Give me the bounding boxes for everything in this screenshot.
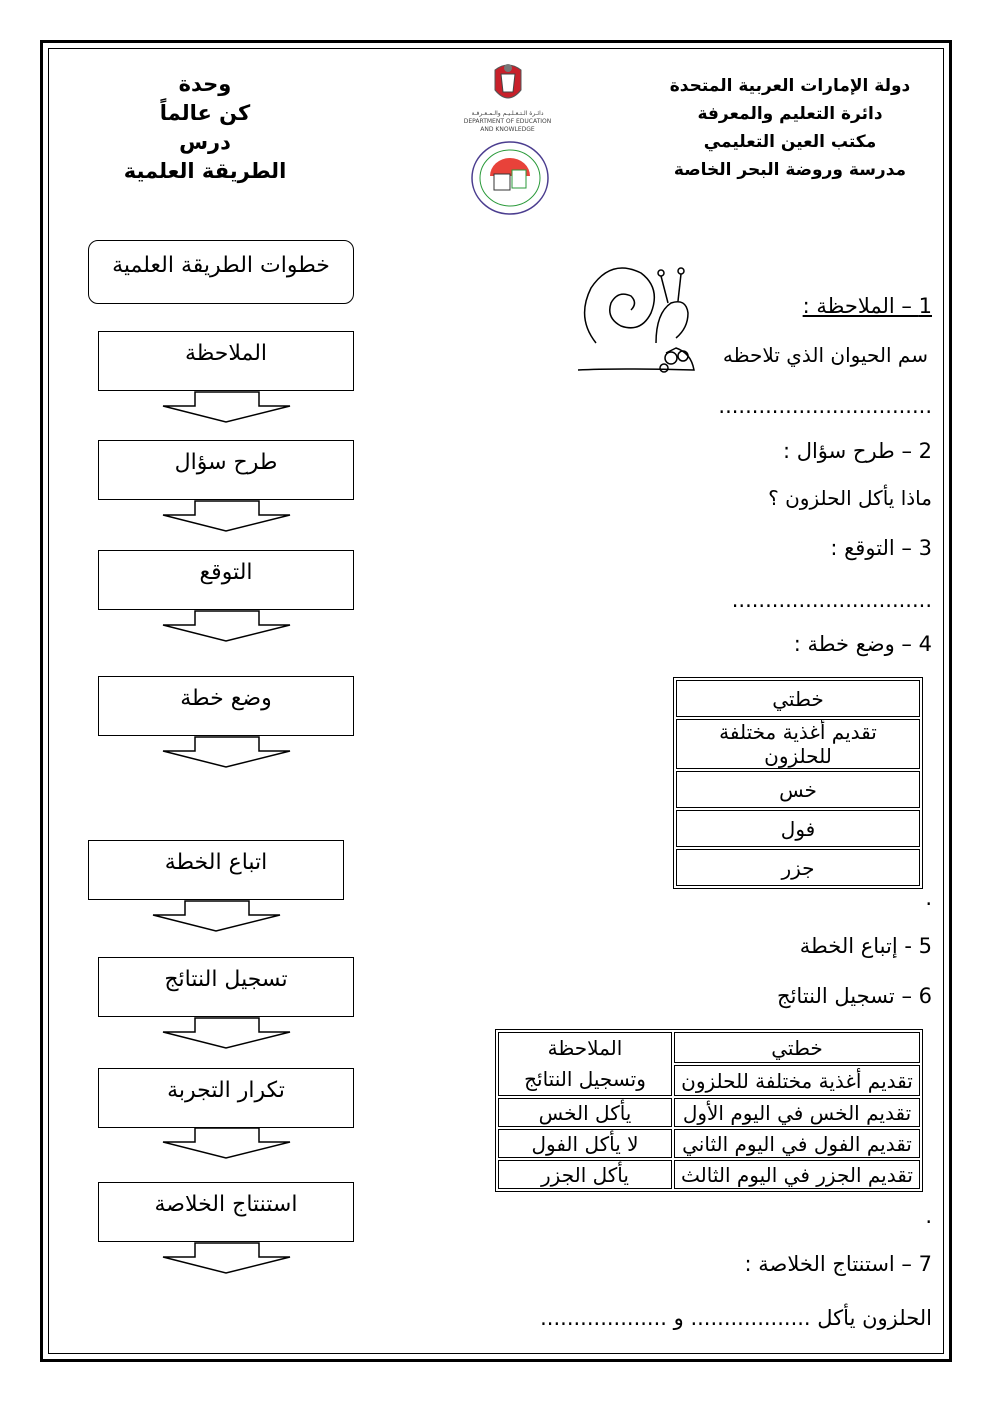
section-1-question: سم الحيوان الذي تلاحظه — [722, 343, 928, 367]
section-7-title: 7 – استنتاج الخلاصة : — [744, 1252, 932, 1276]
conclusion-answer-line[interactable]: الحلزون يأكل .................. و ................... — [540, 1306, 932, 1330]
flow-step-follow-plan: اتباع الخطة — [88, 840, 344, 900]
flowchart-title: خطوات الطريقة العلمية — [88, 240, 354, 304]
observation-cell: يأكل الجزر — [498, 1160, 672, 1189]
unit-label: وحدة — [178, 72, 232, 96]
unit-title: كن عالماً — [159, 101, 251, 125]
flow-step-prediction: التوقع — [98, 550, 354, 610]
section-6-title: 6 – تسجيل النتائج — [777, 984, 932, 1008]
table-row — [498, 1129, 920, 1158]
plan-cell: تقديم الجزر في اليوم الثالث — [674, 1160, 920, 1189]
answer-blank-1[interactable]: ................................ — [718, 394, 932, 418]
observation-cell: يأكل الخس — [498, 1098, 672, 1127]
section-5-title: 5 - إتباع الخطة — [799, 934, 932, 958]
down-arrow-icon — [163, 501, 291, 533]
section-4-title: 4 – وضع خطة : — [793, 632, 932, 656]
section-2-title: 2 – طرح سؤال : — [782, 439, 932, 463]
down-arrow-icon — [163, 1243, 291, 1275]
plan-cell: تقديم الخس في اليوم الأول — [674, 1098, 920, 1127]
results-observation-header — [498, 1032, 672, 1096]
down-arrow-icon — [163, 1018, 291, 1050]
plan-cell: جزر — [676, 849, 920, 886]
plan-table — [673, 677, 923, 889]
education-logo — [455, 60, 560, 134]
down-arrow-icon — [153, 901, 281, 933]
flow-step-repeat: تكرار التجربة — [98, 1068, 354, 1128]
results-plan-sub: تقديم أغذية مختلفة للحلزون — [674, 1065, 920, 1096]
logo-line2: AND KNOWLEDGE — [480, 126, 535, 133]
snail-illustration — [576, 258, 696, 378]
header-line: مدرسة وروضة البحر الخاصة — [673, 160, 907, 180]
flow-step-conclusion: استنتاج الخلاصة — [98, 1182, 354, 1242]
section-3-title: 3 – التوقع : — [830, 536, 932, 560]
plan-cell: فول — [676, 810, 920, 847]
dot: . — [925, 1204, 932, 1228]
lesson-header — [100, 70, 310, 186]
header-line: مكتب العين التعليمي — [703, 132, 877, 152]
school-logo — [470, 140, 550, 216]
answer-blank-3[interactable]: .............................. — [731, 588, 932, 612]
header-line: دولة الإمارات العربية المتحدة — [669, 76, 911, 96]
section-1-title: 1 – الملاحظة : — [802, 294, 932, 318]
dot: . — [925, 886, 932, 910]
lesson-label: درس — [179, 130, 231, 154]
flow-step-record: تسجيل النتائج — [98, 957, 354, 1017]
school-header — [660, 72, 920, 184]
plan-cell: تقديم أغذية مختلفة للحلزون — [676, 719, 920, 769]
observation-cell: لا يأكل الفول — [498, 1129, 672, 1158]
obs-header-line2: وتسجيل النتائج — [524, 1067, 646, 1091]
down-arrow-icon — [163, 737, 291, 769]
down-arrow-icon — [163, 392, 291, 424]
plan-cell: خس — [676, 771, 920, 808]
flow-step-plan: وضع خطة — [98, 676, 354, 736]
section-2-question: ماذا يأكل الحلزون ؟ — [768, 486, 932, 510]
flow-step-question: طرح سؤال — [98, 440, 354, 500]
flow-step-observation: الملاحظة — [98, 331, 354, 391]
results-table — [495, 1029, 923, 1192]
header-line: دائرة التعليم والمعرفة — [697, 104, 883, 124]
table-row — [498, 1160, 920, 1189]
down-arrow-icon — [163, 1128, 291, 1160]
obs-header-line1: الملاحظة — [547, 1036, 623, 1060]
down-arrow-icon — [163, 611, 291, 643]
results-plan-header: خطتي — [674, 1032, 920, 1063]
plan-cell: تقديم الفول في اليوم الثاني — [674, 1129, 920, 1158]
logo-arabic: دائـرة الـتـعـلـيـم والـمـعـرفـة — [471, 110, 544, 117]
plan-header: خطتي — [676, 680, 920, 717]
lesson-title: الطريقة العلمية — [123, 159, 287, 183]
emblem-icon — [491, 60, 525, 106]
table-row — [498, 1098, 920, 1127]
logo-line1: DEPARTMENT OF EDUCATION — [463, 118, 552, 125]
